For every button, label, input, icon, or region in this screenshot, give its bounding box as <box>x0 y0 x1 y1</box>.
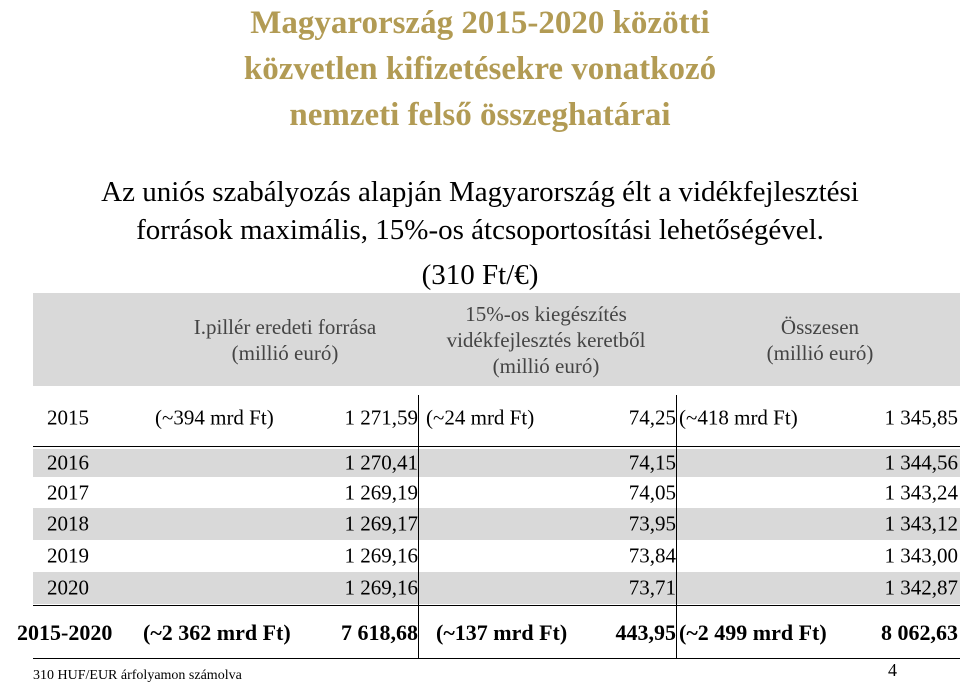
row-supplement-value: 73,71 <box>628 575 676 600</box>
row-separator <box>33 605 960 606</box>
row-year: 2015 <box>47 405 89 430</box>
total-period: 2015-2020 <box>17 620 113 645</box>
header-original-funds-line-2: (millió euró) <box>231 340 339 365</box>
row-year: 2016 <box>47 450 89 475</box>
table-row-2019 <box>33 540 960 572</box>
table-row-2018 <box>33 508 960 540</box>
exchange-rate: (310 Ft/€) <box>421 259 539 291</box>
row-total-value: 1 343,00 <box>884 543 958 568</box>
header-total-line-1: Összesen <box>780 314 860 339</box>
row-huf-original: (~394 mrd Ft) <box>155 405 274 430</box>
row-supplement-value: 74,05 <box>628 480 676 504</box>
row-original-value: 1 269,16 <box>344 575 418 600</box>
header-original-funds-line-1: I.pillér eredeti forrása <box>193 314 377 339</box>
subtitle-line-1: Az uniós szabályozás alapján Magyarország élt a vidékfejlesztési <box>101 176 859 208</box>
row-supplement-value: 74,15 <box>628 450 676 475</box>
header-supplement-line-2: vidékfejlesztés keretből <box>446 327 646 352</box>
header-total <box>680 293 960 386</box>
table-row-2017 <box>33 477 960 508</box>
table-row-total <box>17 610 960 656</box>
row-total-value: 1 343,12 <box>884 511 958 536</box>
row-original-value: 1 271,59 <box>344 405 418 430</box>
row-total-value: 1 345,85 <box>884 405 958 430</box>
subtitle <box>0 173 960 249</box>
total-huf-original: (~2 362 mrd Ft) <box>143 620 291 645</box>
row-total-value: 1 343,24 <box>884 480 958 504</box>
row-original-value: 1 269,17 <box>344 511 418 536</box>
table-bottom-border <box>33 658 960 659</box>
header-original-funds <box>160 293 410 386</box>
total-total-value: 8 062,63 <box>881 620 958 645</box>
title-line-3: nemzeti felső összeghatárai <box>289 97 671 133</box>
total-original-value: 7 618,68 <box>341 620 418 645</box>
row-supplement-value: 74,25 <box>628 405 676 430</box>
row-huf-total: (~418 mrd Ft) <box>679 405 798 430</box>
page-title <box>220 0 740 138</box>
header-total-line-2: (millió euró) <box>766 340 874 365</box>
row-original-value: 1 269,16 <box>344 543 418 568</box>
title-line-2: közvetlen kifizetésekre vonatkozó <box>243 51 717 87</box>
table-row-2015 <box>33 395 960 441</box>
row-year: 2018 <box>47 511 89 536</box>
header-supplement-line-1: 15%-os kiegészítés <box>465 301 627 326</box>
row-total-value: 1 344,56 <box>884 450 958 475</box>
total-huf-supplement: (~137 mrd Ft) <box>436 620 568 645</box>
table-row-2016 <box>33 449 960 477</box>
row-year: 2019 <box>47 543 89 568</box>
header-supplement <box>418 293 674 386</box>
row-year: 2017 <box>47 480 89 504</box>
footnote: 310 HUF/EUR árfolyamon számolva <box>33 668 242 683</box>
row-total-value: 1 342,87 <box>884 575 958 600</box>
row-separator <box>33 446 960 447</box>
header-supplement-line-3: (millió euró) <box>492 353 600 378</box>
subtitle-line-2: források maximális, 15%-os átcsoportosítási lehetőségével. <box>136 214 824 246</box>
row-original-value: 1 270,41 <box>344 450 418 475</box>
row-huf-supplement: (~24 mrd Ft) <box>426 405 535 430</box>
total-huf-total: (~2 499 mrd Ft) <box>679 620 827 645</box>
page-number: 4 <box>888 660 897 680</box>
row-year: 2020 <box>47 575 89 600</box>
table-row-2020 <box>33 572 960 604</box>
title-line-1: Magyarország 2015-2020 közötti <box>250 5 710 41</box>
total-supplement-value: 443,95 <box>615 620 676 645</box>
row-supplement-value: 73,84 <box>628 543 676 568</box>
row-supplement-value: 73,95 <box>628 511 676 536</box>
row-original-value: 1 269,19 <box>344 480 418 504</box>
